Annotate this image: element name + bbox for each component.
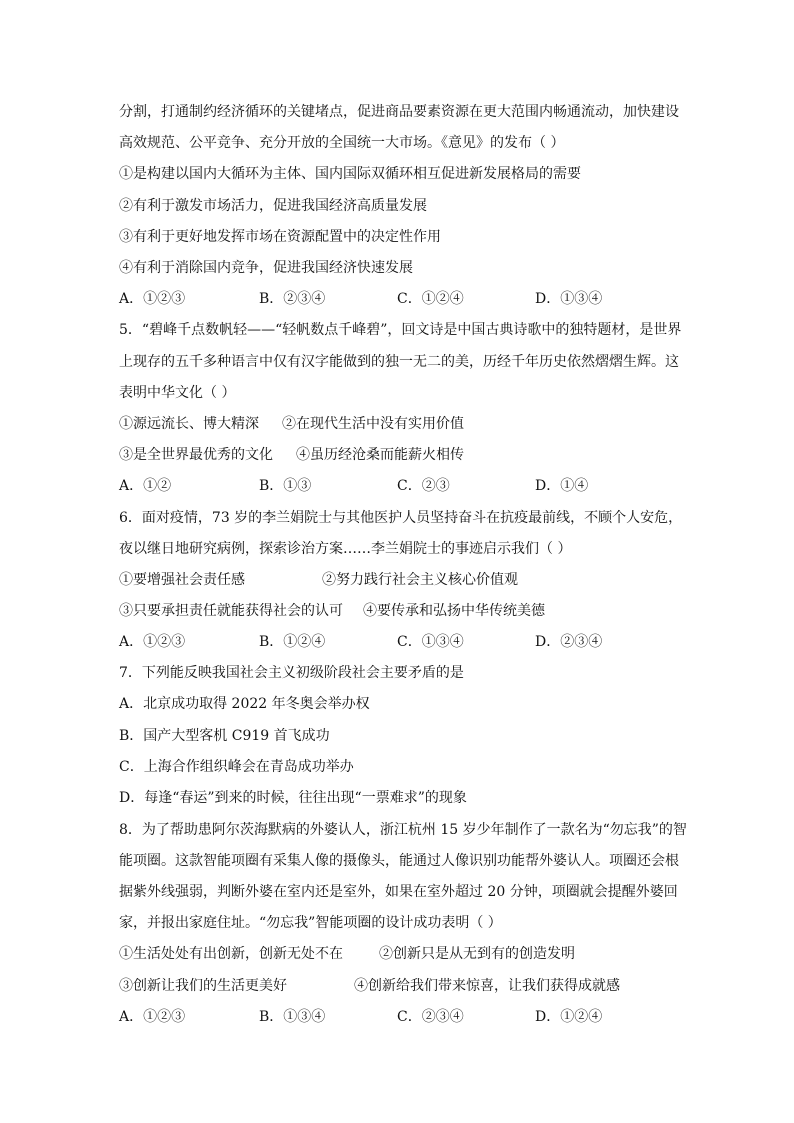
- q4-choice-a: A．①②③: [119, 291, 186, 307]
- q6-choice-b: B．①②④: [259, 634, 326, 650]
- q8-choices: [119, 1008, 679, 1026]
- q5-option-2: ②在现代生活中没有实用价值: [282, 416, 464, 432]
- q8-choice-d: D．①②④: [535, 1009, 603, 1025]
- q8-choice-c: C．②③④: [397, 1009, 464, 1025]
- q4-choice-b: B．②③④: [259, 291, 326, 307]
- q4-option-1: ①是构建以国内大循环为主体、国内国际双循环相互促进新发展格局的需要: [119, 166, 581, 182]
- q8-option-2: ②创新只是从无到有的创造发明: [379, 946, 575, 962]
- q7-option-a: A．北京成功取得 2022 年冬奥会举办权: [119, 696, 370, 712]
- q4-option-3: ③有利于更好地发挥市场在资源配置中的决定性作用: [119, 229, 441, 245]
- q5-option-4: ④虽历经沧桑而能薪火相传: [296, 447, 464, 463]
- q5-stem-line-1: 5．“碧峰千点数帆轻——“轻帆数点千峰碧”，回文诗是中国古典诗歌中的独特题材，是世界: [119, 322, 682, 338]
- q8-option-1: ①生活处处有出创新，创新无处不在: [119, 946, 343, 962]
- q7-option-b: B．国产大型客机 C919 首飞成功: [119, 728, 330, 744]
- q6-stem-line-2: 夜以继日地研究病例，探索诊治方案……李兰娟院士的事迹启示我们（ ）: [119, 541, 572, 557]
- q6-choice-a: A．①②③: [119, 634, 186, 650]
- q7-stem: 7．下列能反映我国社会主义初级阶段社会主要矛盾的是: [119, 665, 464, 681]
- q8-option-3: ③创新让我们的生活更美好: [119, 978, 287, 994]
- q5-option-3: ③是全世界最优秀的文化: [119, 447, 273, 463]
- q8-options-row-1: [119, 945, 679, 963]
- q5-choice-a: A．①②: [119, 478, 172, 494]
- q4-choice-c: C．①②④: [397, 291, 464, 307]
- q5-options-row-2: [119, 446, 679, 464]
- q7-option-d: D．每逢“春运”到来的时候，往往出现“一票难求”的现象: [119, 790, 467, 806]
- q8-option-4: ④创新给我们带来惊喜，让我们获得成就感: [354, 978, 620, 994]
- q8-stem-line-4: 家，并报出家庭住址。“勿忘我”智能项圈的设计成功表明（ ）: [119, 915, 502, 931]
- q4-option-4: ④有利于消除国内竞争，促进我国经济快速发展: [119, 260, 413, 276]
- q6-option-2: ②努力践行社会主义核心价值观: [322, 572, 518, 588]
- q4-choices: [119, 290, 679, 308]
- q6-option-3: ③只要承担责任就能获得社会的认可: [119, 603, 343, 619]
- q5-stem-line-2: 上现存的五千多种语言中仅有汉字能做到的独一无二的美，历经千年历史依然熠熠生辉。这: [119, 354, 679, 370]
- q6-option-1: ①要增强社会责任感: [119, 572, 245, 588]
- q8-choice-a: A．①②③: [119, 1009, 186, 1025]
- q6-choices: [119, 633, 679, 651]
- q8-options-row-2: [119, 977, 679, 995]
- q5-stem-line-3: 表明中华文化（ ）: [119, 385, 236, 401]
- q8-stem-line-3: 据紫外线强弱，判断外婆在室内还是室外，如果在室外超过 20 分钟，项圈就会提醒外婆回: [119, 884, 678, 900]
- q4-option-2: ②有利于激发市场活力，促进我国经济高质量发展: [119, 198, 427, 214]
- q7-option-c: C．上海合作组织峰会在青岛成功举办: [119, 759, 354, 775]
- q5-choice-c: C．②③: [397, 478, 450, 494]
- q6-choice-c: C．①③④: [397, 634, 464, 650]
- q5-choice-b: B．①③: [259, 478, 312, 494]
- q4-choice-d: D．①③④: [535, 291, 603, 307]
- q6-options-row-1: [119, 571, 679, 589]
- q8-stem-line-1: 8．为了帮助患阿尔茨海默病的外婆认人，浙江杭州 15 岁少年制作了一款名为“勿忘我”的智: [119, 822, 687, 838]
- q8-stem-line-2: 能项圈。这款智能项圈有采集人像的摄像头，能通过人像识别功能帮外婆认人。项圈还会根: [119, 853, 679, 869]
- q6-option-4: ④要传承和弘扬中华传统美德: [363, 603, 545, 619]
- q6-options-row-2: [119, 602, 679, 620]
- q6-stem-line-1: 6．面对疫情，73 岁的李兰娟院士与其他医护人员坚持奋斗在抗疫最前线，不顾个人安危，: [119, 510, 683, 526]
- q5-choice-d: D．①④: [535, 478, 589, 494]
- q5-option-1: ①源远流长、博大精深: [119, 416, 259, 432]
- q4-stem-line-1: 分割，打通制约经济循环的关键堵点，促进商品要素资源在更大范围内畅通流动，加快建设: [119, 104, 679, 120]
- q4-stem-line-2: 高效规范、公平竞争、充分开放的全国统一大市场。《意见》的发布（ ）: [119, 135, 565, 151]
- q8-choice-b: B．①③④: [259, 1009, 326, 1025]
- q6-choice-d: D．②③④: [535, 634, 603, 650]
- q5-choices: [119, 477, 679, 495]
- q5-options-row-1: [119, 415, 679, 433]
